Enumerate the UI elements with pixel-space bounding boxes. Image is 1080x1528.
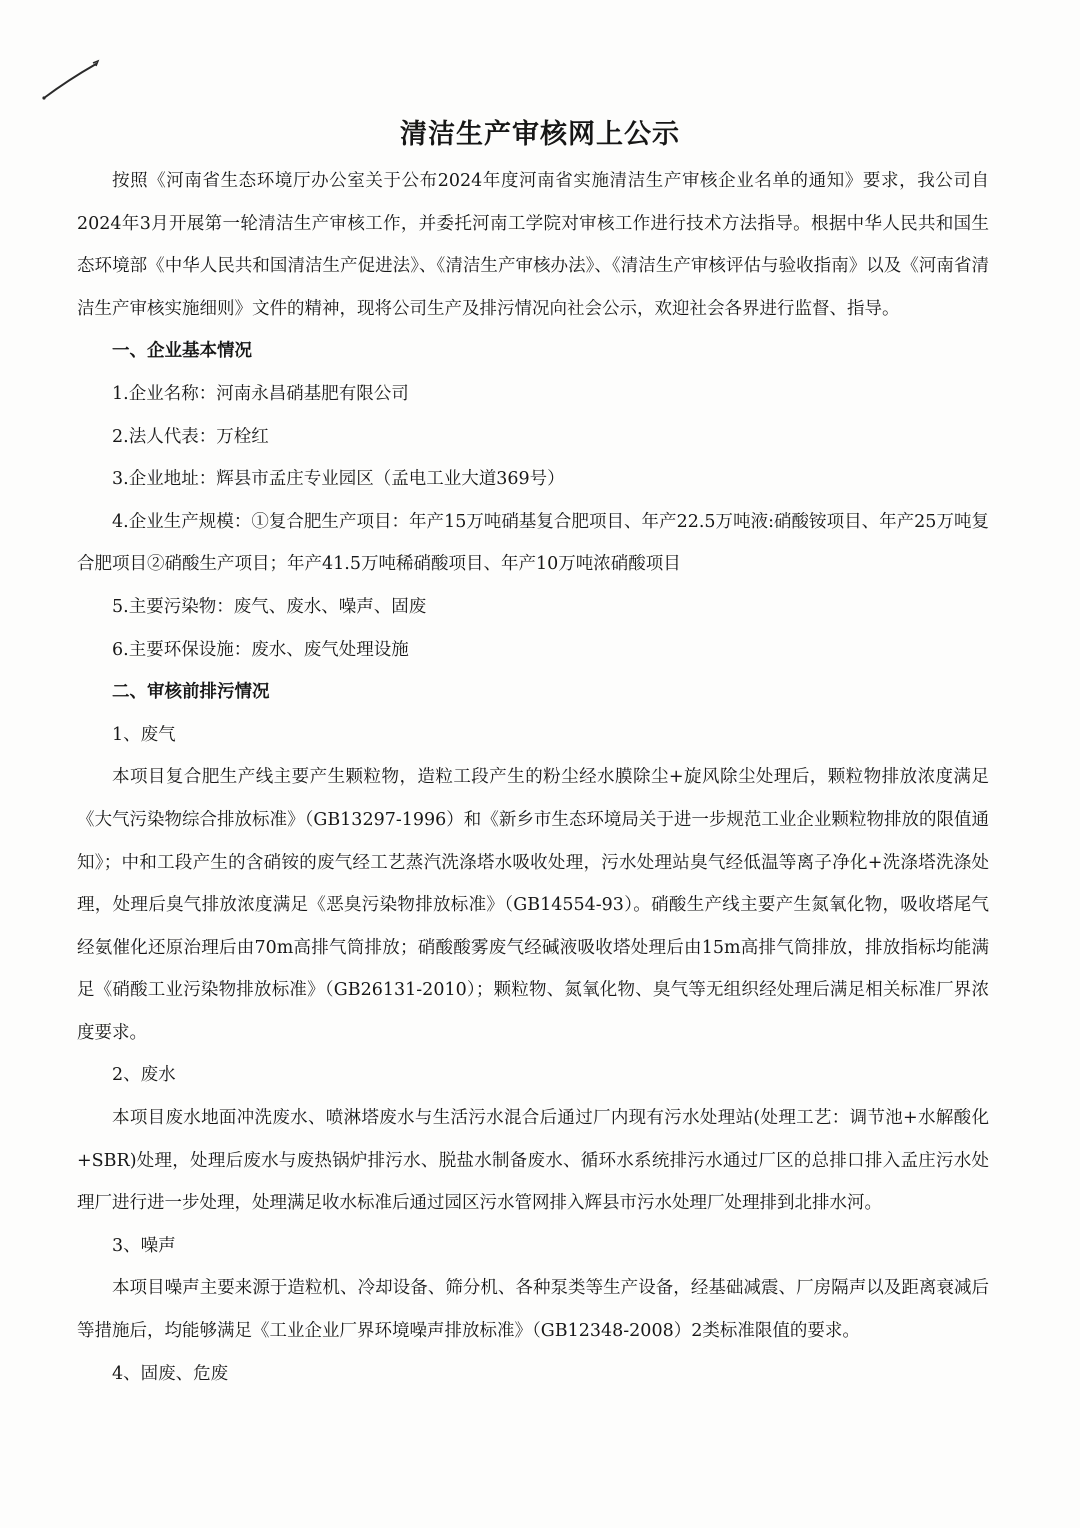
info-item-address: 3.企业地址：辉县市孟庄专业园区（孟电工业大道369号） xyxy=(112,469,565,490)
intro-paragraph: 按照《河南省生态环境厅办公室关于公布2024年度河南省实施清洁生产审核企业名单的通知》要求，我公司自2024年3月开展第一轮清洁生产审核工作，并委托河南工学院对审核工作进行技术方法指导。根据中华人民共和国生态环境部《中华人民共和国清洁生产促进法》、《清洁生产审核办法》、《清洁生产审核评估与验收指南》以及《河南省清洁生产审核实施细则》文件的精神，现将公司生产及排污情况向社会公示，欢迎社会各界进行监督、指导。 xyxy=(77,171,989,319)
waste-water-paragraph: 本项目废水地面冲洗废水、喷淋塔废水与生活污水混合后通过厂内现有污水处理站(处理工艺：调节池+水解酸化+SBR)处理，处理后废水与废热锅炉排污水、脱盐水制备废水、循环水系统排污水通过厂区的总排口排入孟庄污水处理厂进行进一步处理，处理满足收水标准后通过园区污水管网排入辉县市污水处理厂处理排到北排水河。 xyxy=(77,1108,989,1214)
subsection-waste-gas-title: 1、废气 xyxy=(112,724,176,745)
info-item-production-scale: 4.企业生产规模：①复合肥生产项目：年产15万吨硝基复合肥项目、年产22.5万吨液:硝酸铵项目、年产25万吨复合肥项目②硝酸生产项目；年产41.5万吨稀硝酸项目、年产10万吨浓硝酸项目 xyxy=(77,511,989,575)
section-heading-basic-info: 一、企业基本情况 xyxy=(112,341,252,362)
subsection-solid-waste-title: 4、固废、危废 xyxy=(112,1363,229,1384)
section-heading-emissions: 二、审核前排污情况 xyxy=(112,682,270,703)
document-title: 清洁生产审核网上公示 xyxy=(400,119,680,150)
info-item-pollutants: 5.主要污染物：废气、废水、噪声、固废 xyxy=(112,596,427,617)
document-body xyxy=(77,160,989,1395)
pen-stroke-mark xyxy=(38,56,102,104)
subsection-noise-title: 3、噪声 xyxy=(112,1235,176,1256)
info-item-env-facilities: 6.主要环保设施：废水、废气处理设施 xyxy=(112,639,409,660)
waste-gas-paragraph: 本项目复合肥生产线主要产生颗粒物，造粒工段产生的粉尘经水膜除尘+旋风除尘处理后，颗粒物排放浓度满足《大气污染物综合排放标准》（GB13297-1996）和《新乡市生态环境局关于进一步规范工业企业颗粒物排放的限值通知》；中和工段产生的含硝铵的废气经工艺蒸汽洗涤塔水吸收处理，污水处理站臭气经低温等离子净化+洗涤塔洗涤处理，处理后臭气排放浓度满足《恶臭污染物排放标准》（GB14554-93）。硝酸生产线主要产生氮氧化物，吸收塔尾气经氨催化还原治理后由70m高排气筒排放；硝酸酸雾废气经碱液吸收塔处理后由15m高排气筒排放，排放指标均能满足《硝酸工业污染物排放标准》（GB26131-2010）；颗粒物、氮氧化物、臭气等无组织经处理后满足相关标准厂界浓度要求。 xyxy=(77,767,989,1043)
info-item-legal-rep: 2.法人代表：万栓红 xyxy=(112,426,269,447)
subsection-waste-water-title: 2、废水 xyxy=(112,1065,176,1086)
info-item-company-name: 1.企业名称：河南永昌硝基肥有限公司 xyxy=(112,383,409,404)
noise-paragraph: 本项目噪声主要来源于造粒机、冷却设备、筛分机、各种泵类等生产设备，经基础减震、厂房隔声以及距离衰减后等措施后，均能够满足《工业企业厂界环境噪声排放标准》（GB12348-2008）2类标准限值的要求。 xyxy=(77,1278,989,1342)
